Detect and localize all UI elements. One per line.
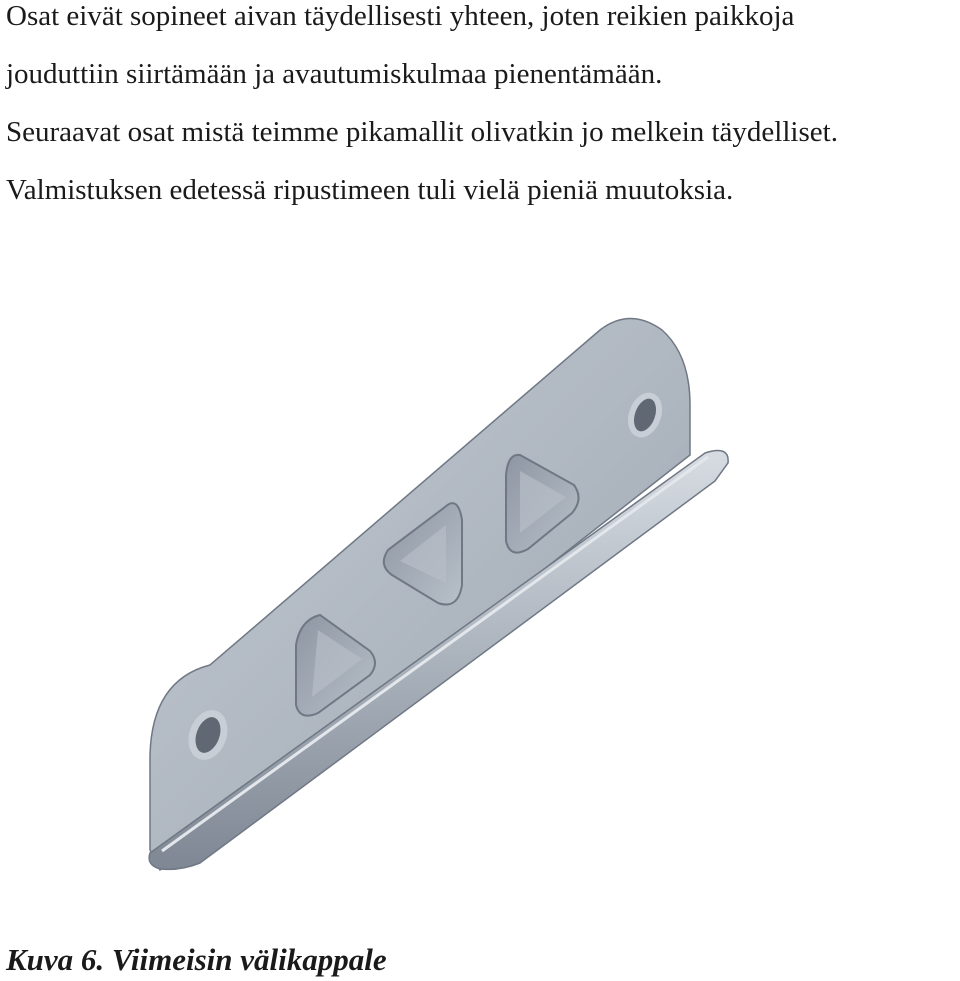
spacer-part-figure <box>0 285 810 925</box>
text-line: jouduttiin siirtämään ja avautumiskulmaa pienentämään. <box>6 58 663 90</box>
plate <box>150 319 690 871</box>
text-line: Valmistuksen edetessä ripustimeen tuli vielä pieniä muutoksia. <box>6 174 734 206</box>
figure-caption: Kuva 6. Viimeisin välikappale <box>6 942 387 977</box>
text-line: Osat eivät sopineet aivan täydellisesti yhteen, joten reikien paikkoja <box>6 0 795 32</box>
text-line: Seuraavat osat mistä teimme pikamallit olivatkin jo melkein täydelliset. <box>6 116 838 148</box>
body-text <box>6 0 956 219</box>
